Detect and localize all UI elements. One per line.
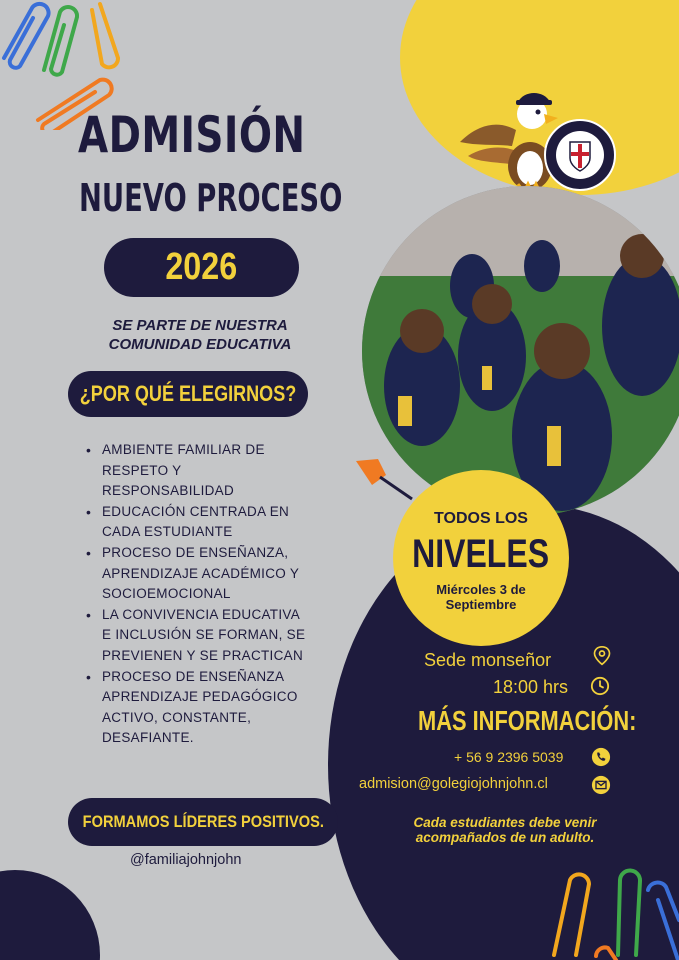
time-text: 18:00 hrs bbox=[493, 677, 569, 697]
more-info-heading: MÁS INFORMACIÓN: bbox=[418, 705, 637, 736]
year-label: 2026 bbox=[165, 246, 238, 288]
list-item: • AMBIENTE FAMILIAR DE RESPETO Y RESPONSABILIDAD bbox=[86, 440, 311, 502]
tagline bbox=[70, 316, 330, 354]
year-pill bbox=[104, 238, 299, 297]
levels-line-2-wrap bbox=[393, 532, 569, 577]
list-item: • LA CONVIVENCIA EDUCATIVA E INCLUSIÓN SE FORMAN, SE PREVIENEN Y SE PRACTICAN bbox=[86, 605, 311, 667]
list-item: • PROCESO DE ENSEÑANZA APRENDIZAJE PEDAGÓGICO ACTIVO, CONSTANTE, DESAFIANTE. bbox=[86, 667, 311, 749]
event-date-line-2: Septiembre bbox=[445, 597, 517, 612]
clock-icon bbox=[590, 676, 610, 696]
levels-line-1: TODOS LOS bbox=[434, 510, 528, 527]
social-handle[interactable]: @familiajohnjohn bbox=[130, 852, 242, 868]
levels-badge bbox=[393, 470, 569, 646]
paperclips-bottom-decoration bbox=[540, 860, 679, 960]
why-heading: ¿POR QUÉ ELEGIRNOS? bbox=[79, 381, 297, 406]
list-item: • PROCESO DE ENSEÑANZA, APRENDIZAJE ACADÉMICO Y SOCIOEMOCIONAL bbox=[86, 543, 311, 605]
venue-text: Sede monseñor bbox=[424, 650, 552, 670]
adult-note bbox=[380, 815, 630, 845]
levels-line-2: NIVELES bbox=[412, 532, 550, 576]
adult-note-line-1: Cada estudiantes debe venir bbox=[413, 815, 597, 830]
navy-corner-decoration bbox=[0, 870, 100, 960]
adult-note-line-2: acompañados de un adulto. bbox=[415, 830, 595, 845]
mail-icon bbox=[591, 775, 611, 795]
why-heading-pill bbox=[68, 371, 308, 417]
leaders-slogan-pill bbox=[68, 798, 338, 846]
list-item: • EDUCACIÓN CENTRADA EN CADA ESTUDIANTE bbox=[86, 502, 311, 543]
tagline-line-1: SE PARTE DE NUESTRA bbox=[112, 317, 288, 334]
school-seal-logo bbox=[543, 118, 617, 192]
event-date-line-1: Miércoles 3 de bbox=[436, 582, 526, 597]
page-title: ADMISIÓN bbox=[78, 106, 306, 164]
phone-number[interactable]: + 56 9 2396 5039 bbox=[454, 749, 564, 765]
tagline-line-2: COMUNIDAD EDUCATIVA bbox=[108, 336, 292, 353]
event-date bbox=[393, 582, 569, 612]
leaders-slogan: FORMAMOS LÍDERES POSITIVOS. bbox=[82, 812, 324, 831]
email-address[interactable]: admision@golegiojohnjohn.cl bbox=[359, 776, 548, 792]
orange-pushpin-decoration bbox=[354, 455, 414, 505]
phone-icon bbox=[591, 747, 611, 767]
location-pin-icon bbox=[592, 646, 612, 666]
page-subtitle: NUEVO PROCESO bbox=[79, 176, 343, 220]
reasons-list bbox=[86, 440, 311, 749]
